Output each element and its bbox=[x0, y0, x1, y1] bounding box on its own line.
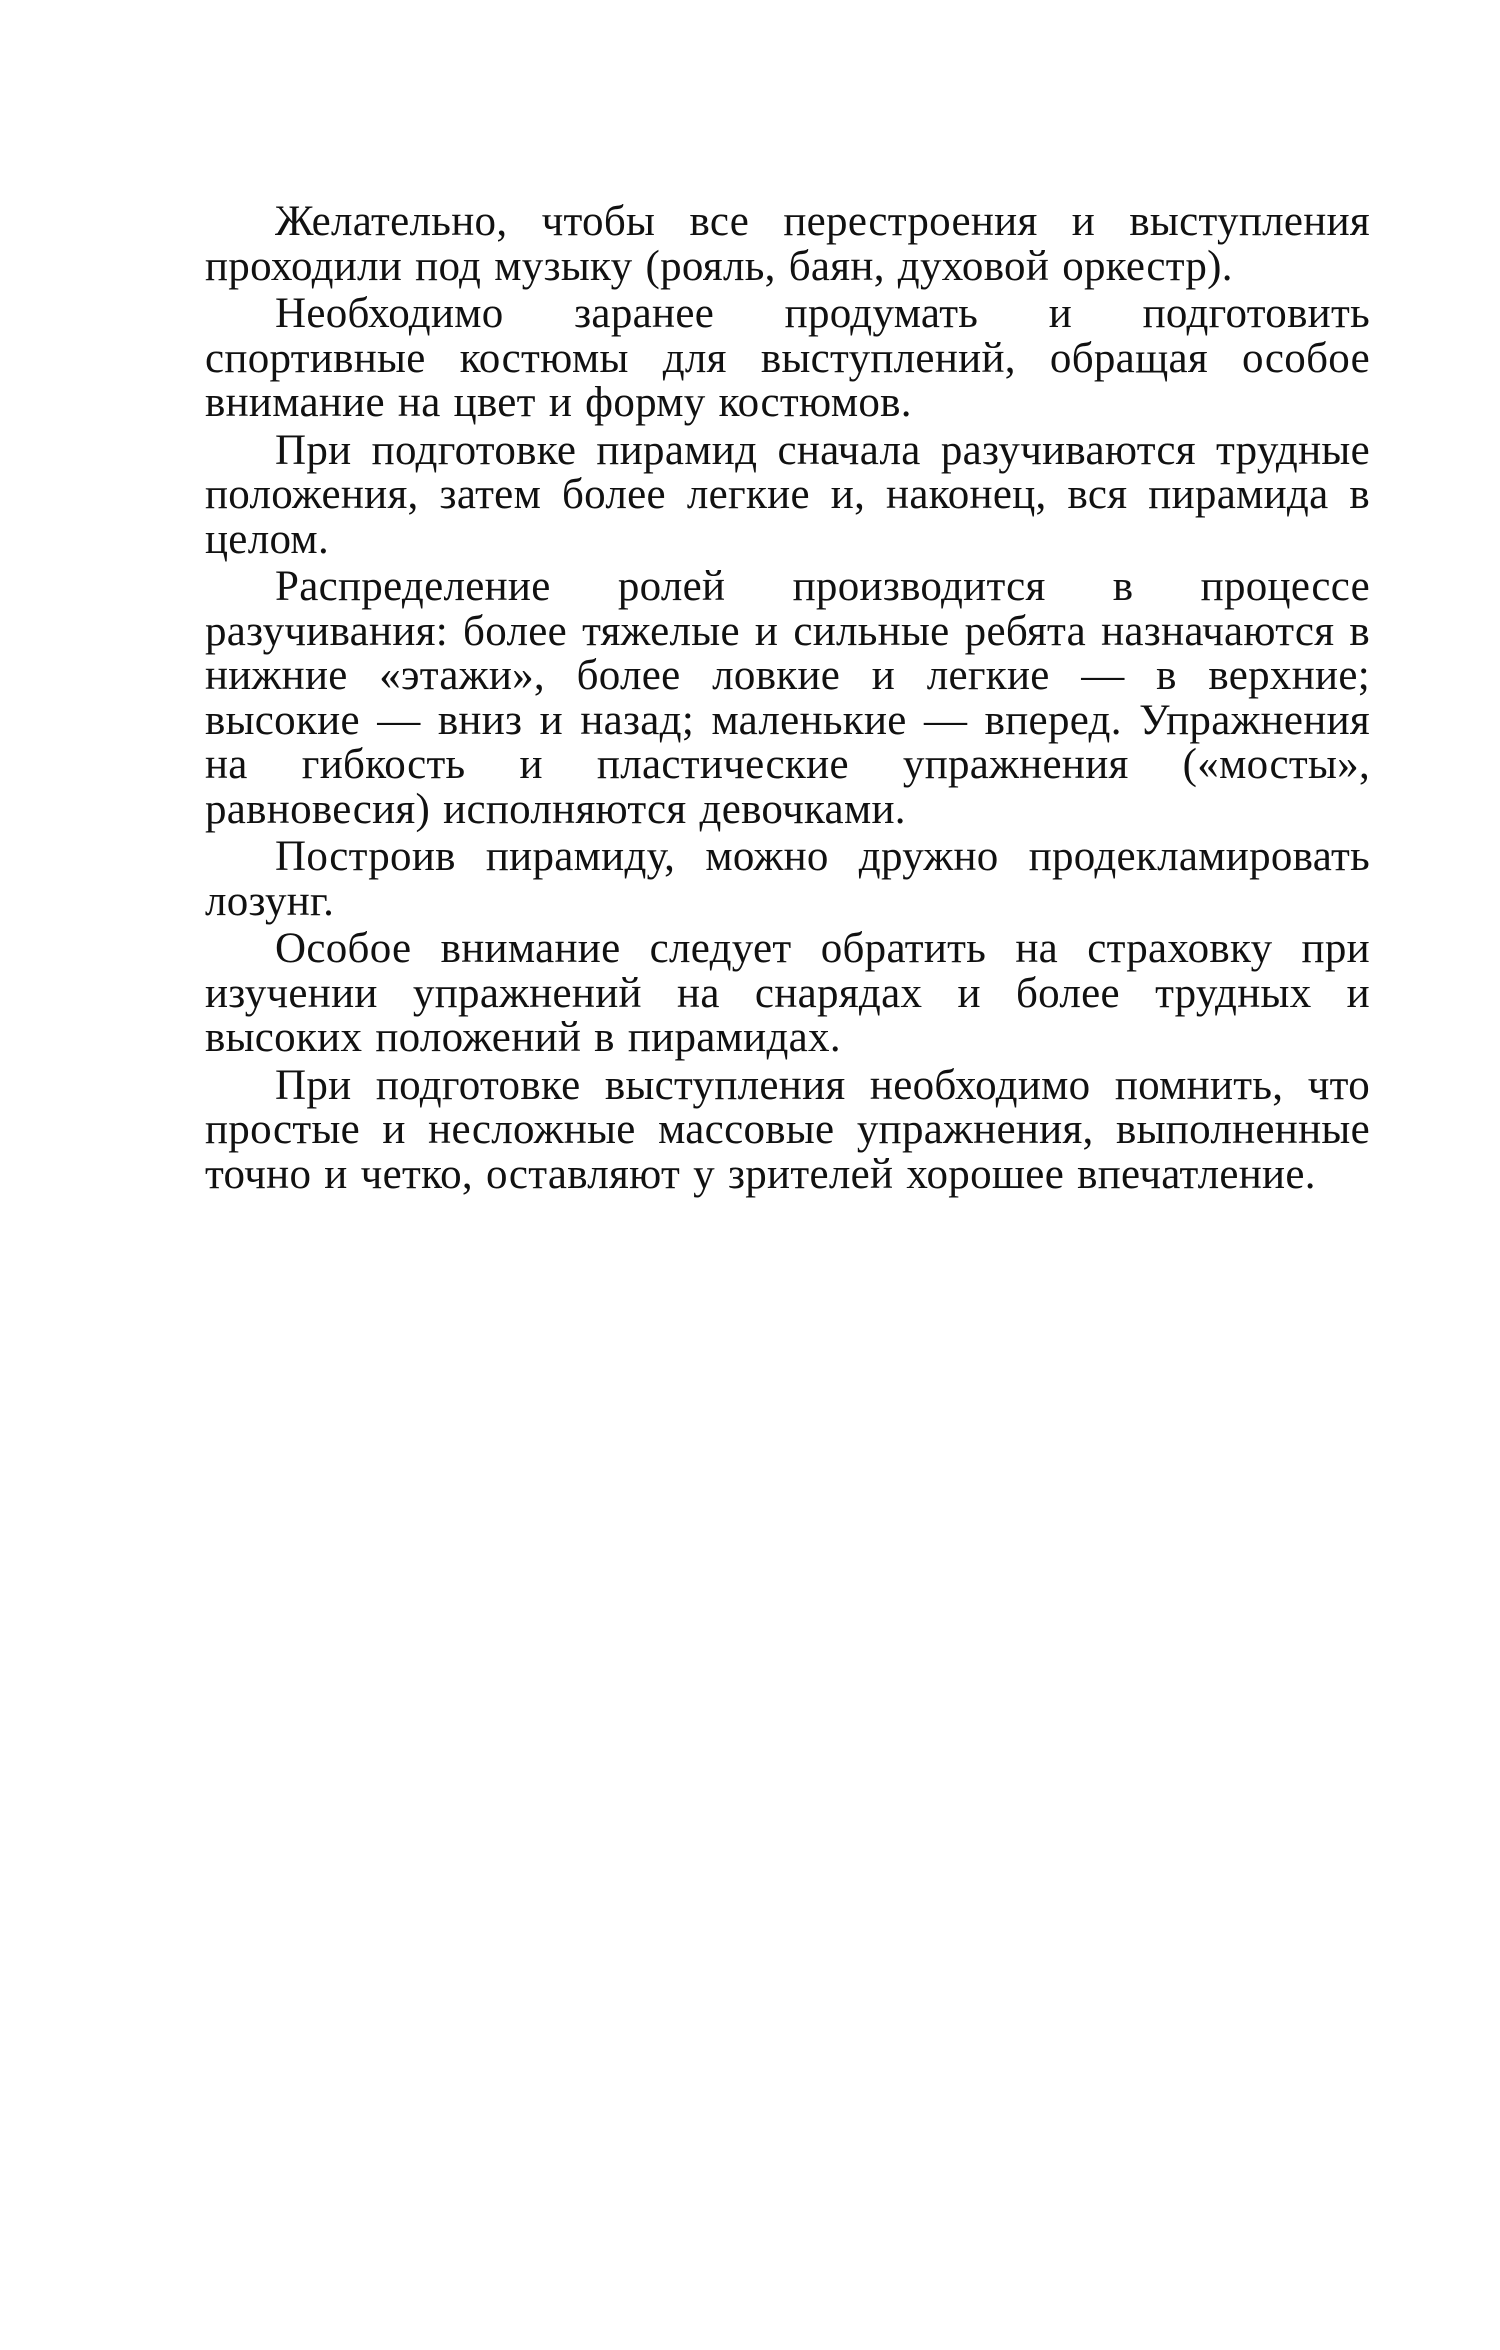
paragraph-music: Желательно, чтобы все перестроения и выступления проходили под музыку (рояль, баян, духовой оркестр). bbox=[205, 198, 1370, 290]
paragraph-safety: Особое внимание следует обратить на страховку при изучении упражнений на снарядах и более трудных и высоких положений в пирамидах. bbox=[205, 925, 1370, 1061]
body-text bbox=[205, 200, 1370, 1200]
paragraph-role-distribution: Распределение ролей производится в процессе разучивания: более тяжелые и сильные ребята назначаются в нижние «этажи», более ловкие и легкие — в верхние; высокие — вниз и назад; маленькие — вперед. Упражнения на гибкость и пластические упражнения («мосты», равновесия) исполняются девочками. bbox=[205, 563, 1370, 833]
paragraph-performance: При подготовке выступления необходимо помнить, что простые и несложные массовые упражнения, выполненные точно и четко, оставляют у зрителей хорошее впечатление. bbox=[205, 1061, 1370, 1198]
paragraph-pyramid-preparation: При подготовке пирамид сначала разучиваются трудные положения, затем более легкие и, наконец, вся пирамида в целом. bbox=[205, 426, 1370, 563]
paragraph-slogan: Построив пирамиду, можно дружно продекламировать лозунг. bbox=[205, 833, 1370, 925]
paragraph-costumes: Необходимо заранее продумать и подготовить спортивные костюмы для выступлений, обращая особое внимание на цвет и форму костюмов. bbox=[205, 290, 1370, 426]
